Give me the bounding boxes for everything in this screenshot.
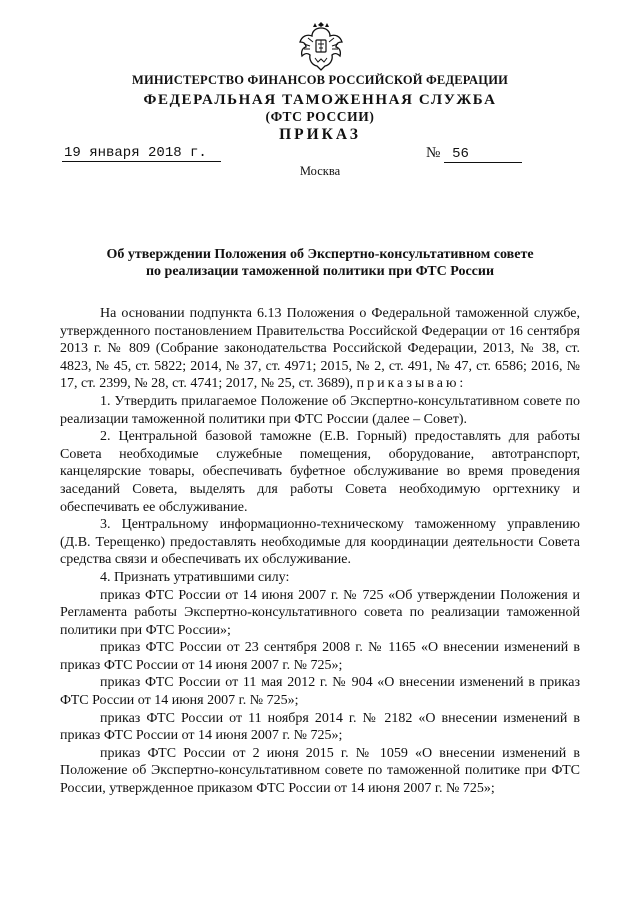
repealed-order-2: приказ ФТС России от 23 сентября 2008 г. № 1165 «О внесении изменений в приказ ФТС России от 14 июня 2007 г. № 725»; — [60, 640, 580, 673]
repealed-order-3: приказ ФТС России от 11 мая 2012 г. № 904 «О внесении изменений в приказ ФТС России от 14 июня 2007 г. № 725»; — [60, 675, 580, 709]
order-title-line: по реализации таможенной политики при ФТС России — [145, 264, 495, 279]
order-date: 19 января 2018 г. — [62, 145, 221, 162]
order-item-4: 4. Признать утратившими силу: — [100, 569, 290, 585]
order-number-label: № — [426, 145, 441, 161]
order-number-block — [426, 145, 522, 163]
preamble-text: На основании подпункта 6.13 Положения о Федеральной таможенной службе, утвержденного постановлением Правительства Российской Федерации от 16 сентября 2013 г. № 809 (Собрание законодательства Российской Федерации, 2013, № 38, ст. 4823, № 45, ст. 5822; 2014, № 37, ст. 4971; 2015, № 2, ст. 491, № 47, ст. 6586; 2016, № 17, ст. 2399, № 28, ст. 4741; 2017, № 25, ст. 3689), — [60, 306, 580, 392]
order-item-2: 2. Центральной базовой таможне (Е.В. Горный) предоставлять для работы Совета необходимые служебные помещения, оборудование, автотранспорт, канцелярские товары, обеспечивать буфетное обслуживание во время проведения заседаний Совета, выделять для работы Совета необходимую оргтехнику и обеспечивать ее обслуживание. — [60, 429, 580, 515]
repealed-order-1: приказ ФТС России от 14 июня 2007 г. № 725 «Об утверждении Положения и Регламента работы Экспертно-консультативного совета по реализации таможенной политики при ФТС России»; — [60, 587, 580, 638]
document-type: ПРИКАЗ — [279, 126, 361, 143]
order-item-3: 3. Центральному информационно-техническому таможенному управлению (Д.В. Терещенко) предоставлять необходимые для координации деятельности Совета средства связи и обеспечивать их обслуживание. — [60, 517, 580, 568]
repealed-order-4: приказ ФТС России от 11 ноября 2014 г. № 2182 «О внесении изменений в приказ ФТС России от 14 июня 2007 г. № 725»; — [60, 710, 580, 744]
service-name: ФЕДЕРАЛЬНАЯ ТАМОЖЕННАЯ СЛУЖБА — [143, 92, 497, 108]
repealed-order-5: приказ ФТС России от 2 июня 2015 г. № 1059 «О внесении изменений в Положение об Экспертно-консультативном совете по таможенной политике при ФТС России, утвержденное приказом ФТС России от 14 июня 2007 г. № 725»; — [60, 745, 580, 797]
order-title — [90, 246, 550, 280]
order-number: 56 — [444, 146, 522, 163]
order-body — [60, 305, 580, 798]
order-item-1: 1. Утвердить прилагаемое Положение об Экспертно-консультативном совете по реализации таможенной политики при ФТС России (далее – Совет). — [60, 393, 580, 427]
order-title-line: Об утверждении Положения об Экспертно-консультативном совете — [106, 247, 534, 262]
order-word: приказываю: — [356, 376, 467, 392]
ministry-name: МИНИСТЕРСТВО ФИНАНСОВ РОССИЙСКОЙ ФЕДЕРАЦИИ — [131, 73, 509, 87]
city: Москва — [299, 164, 341, 178]
preamble-paragraph — [60, 305, 580, 393]
coat-of-arms-emblem-icon — [296, 22, 346, 74]
service-abbreviation: (ФТС РОССИИ) — [265, 109, 375, 124]
